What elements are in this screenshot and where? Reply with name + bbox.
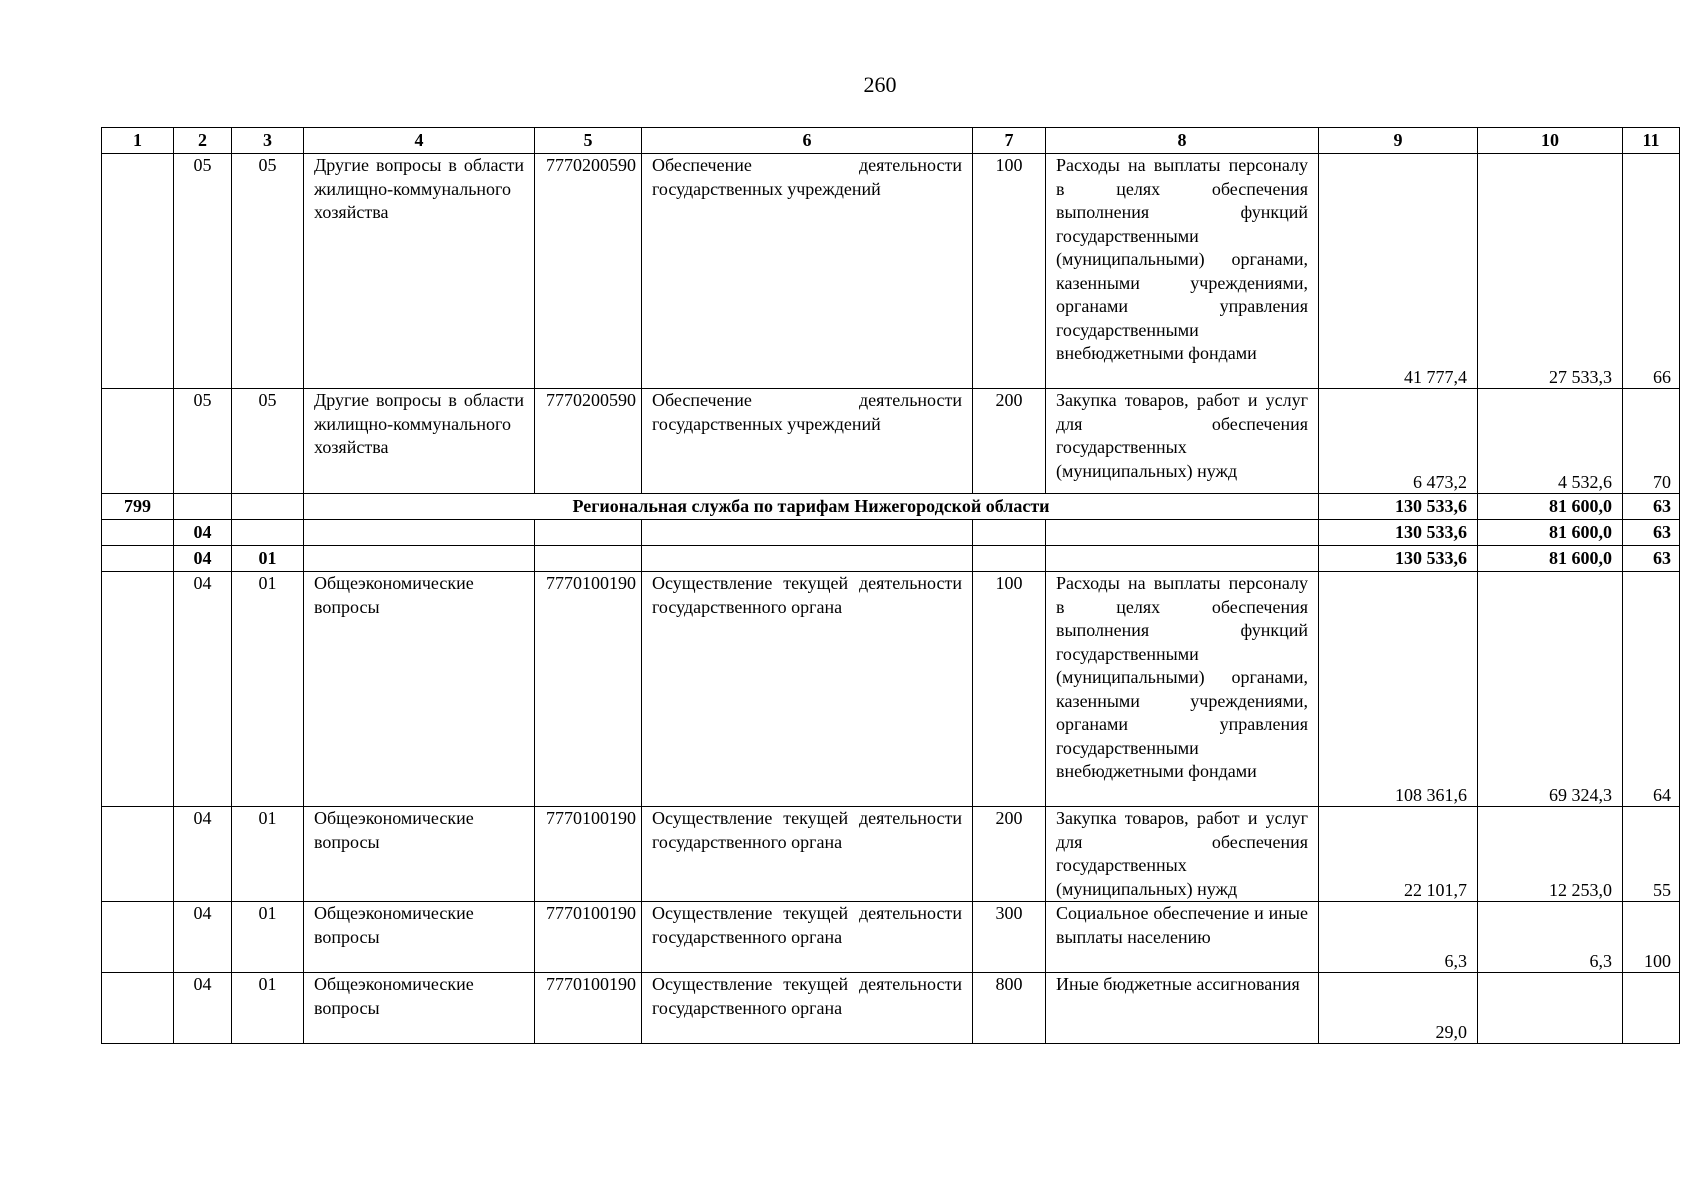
cell-col7 [973, 520, 1046, 546]
cell-col1 [102, 154, 174, 389]
cell-col11: 55 [1623, 807, 1680, 902]
column-header: 4 [304, 128, 535, 154]
column-header: 11 [1623, 128, 1680, 154]
cell-col3 [232, 520, 304, 546]
cell-col2: 04 [174, 807, 232, 902]
organization-row [102, 494, 1680, 520]
cell-col3: 01 [232, 973, 304, 1044]
cell-col10: 81 600,0 [1478, 494, 1623, 520]
cell-col2: 05 [174, 389, 232, 494]
cell-col7: 300 [973, 902, 1046, 973]
cell-col2: 05 [174, 154, 232, 389]
cell-col9: 130 533,6 [1319, 520, 1478, 546]
organization-title: Региональная служба по тарифам Нижегородской области [304, 494, 1319, 520]
cell-col4 [304, 546, 535, 572]
cell-col7: 200 [973, 389, 1046, 494]
cell-col9: 108 361,6 [1319, 572, 1478, 807]
cell-col4: Общеэкономические вопросы [304, 973, 535, 1044]
cell-col11: 63 [1623, 494, 1680, 520]
cell-col8: Социальное обеспечение и иные выплаты населению [1046, 902, 1319, 973]
subsection-row [102, 546, 1680, 572]
cell-col8 [1046, 546, 1319, 572]
column-header: 6 [642, 128, 973, 154]
cell-col6: Осуществление текущей деятельности государственного органа [642, 572, 973, 807]
cell-col6: Осуществление текущей деятельности государственного органа [642, 807, 973, 902]
table-row [102, 973, 1680, 1044]
cell-col9: 29,0 [1319, 973, 1478, 1044]
cell-col9: 130 533,6 [1319, 494, 1478, 520]
column-header: 2 [174, 128, 232, 154]
cell-col4: Общеэкономические вопросы [304, 902, 535, 973]
column-header: 1 [102, 128, 174, 154]
cell-col10: 81 600,0 [1478, 546, 1623, 572]
cell-col7: 800 [973, 973, 1046, 1044]
table-row [102, 807, 1680, 902]
cell-col10: 27 533,3 [1478, 154, 1623, 389]
table-row [102, 154, 1680, 389]
cell-col11 [1623, 973, 1680, 1044]
table-row [102, 902, 1680, 973]
cell-col11: 63 [1623, 520, 1680, 546]
cell-col10 [1478, 973, 1623, 1044]
cell-col11: 70 [1623, 389, 1680, 494]
table-row [102, 389, 1680, 494]
cell-col9: 41 777,4 [1319, 154, 1478, 389]
cell-col9: 6 473,2 [1319, 389, 1478, 494]
cell-col3: 01 [232, 572, 304, 807]
cell-col11: 64 [1623, 572, 1680, 807]
cell-col4: Общеэкономические вопросы [304, 572, 535, 807]
cell-col6: Осуществление текущей деятельности государственного органа [642, 902, 973, 973]
cell-col11: 100 [1623, 902, 1680, 973]
cell-col6: Осуществление текущей деятельности государственного органа [642, 973, 973, 1044]
cell-col1 [102, 546, 174, 572]
cell-col10: 6,3 [1478, 902, 1623, 973]
cell-col2: 04 [174, 520, 232, 546]
column-header: 7 [973, 128, 1046, 154]
cell-col7 [973, 546, 1046, 572]
cell-col8: Закупка товаров, работ и услуг для обеспечения государственных (муниципальных) нужд [1046, 807, 1319, 902]
column-header: 3 [232, 128, 304, 154]
cell-col5 [535, 520, 642, 546]
budget-table [101, 127, 1680, 1044]
cell-col2: 04 [174, 902, 232, 973]
cell-col10: 81 600,0 [1478, 520, 1623, 546]
cell-col5 [535, 546, 642, 572]
cell-col6 [642, 520, 973, 546]
cell-col3: 01 [232, 546, 304, 572]
cell-col3 [232, 494, 304, 520]
cell-col7: 100 [973, 154, 1046, 389]
cell-col9: 22 101,7 [1319, 807, 1478, 902]
cell-col3: 01 [232, 807, 304, 902]
cell-col2: 04 [174, 572, 232, 807]
cell-col5: 7770100190 [535, 807, 642, 902]
cell-col1 [102, 902, 174, 973]
cell-col2: 04 [174, 973, 232, 1044]
cell-col6: Обеспечение деятельности государственных учреждений [642, 154, 973, 389]
cell-col4: Другие вопросы в области жилищно-коммунального хозяйства [304, 389, 535, 494]
cell-col3: 05 [232, 389, 304, 494]
section-row [102, 520, 1680, 546]
cell-col4: Другие вопросы в области жилищно-коммунального хозяйства [304, 154, 535, 389]
cell-col8: Закупка товаров, работ и услуг для обеспечения государственных (муниципальных) нужд [1046, 389, 1319, 494]
cell-col5: 7770100190 [535, 572, 642, 807]
column-header: 9 [1319, 128, 1478, 154]
column-header: 10 [1478, 128, 1623, 154]
column-header: 8 [1046, 128, 1319, 154]
cell-col3: 01 [232, 902, 304, 973]
table-row [102, 572, 1680, 807]
cell-col4: Общеэкономические вопросы [304, 807, 535, 902]
cell-col10: 69 324,3 [1478, 572, 1623, 807]
cell-col8: Иные бюджетные ассигнования [1046, 973, 1319, 1044]
cell-col5: 7770100190 [535, 973, 642, 1044]
cell-col9: 6,3 [1319, 902, 1478, 973]
cell-col8: Расходы на выплаты персоналу в целях обеспечения выполнения функций государственными (муниципальными) органами, казенными учреждениями, органами управления государственными внебюджетными фондами [1046, 154, 1319, 389]
cell-col6: Обеспечение деятельности государственных учреждений [642, 389, 973, 494]
cell-col9: 130 533,6 [1319, 546, 1478, 572]
header-row [102, 128, 1680, 154]
cell-col11: 63 [1623, 546, 1680, 572]
cell-col7: 200 [973, 807, 1046, 902]
cell-col5: 7770100190 [535, 902, 642, 973]
cell-col1 [102, 520, 174, 546]
cell-col5: 7770200590 [535, 389, 642, 494]
cell-col5: 7770200590 [535, 154, 642, 389]
cell-col8 [1046, 520, 1319, 546]
cell-col6 [642, 546, 973, 572]
cell-col1 [102, 389, 174, 494]
cell-col10: 4 532,6 [1478, 389, 1623, 494]
cell-col2: 04 [174, 546, 232, 572]
cell-col1: 799 [102, 494, 174, 520]
cell-col4 [304, 520, 535, 546]
cell-col1 [102, 807, 174, 902]
cell-col8: Расходы на выплаты персоналу в целях обеспечения выполнения функций государственными (муниципальными) органами, казенными учреждениями, органами управления государственными внебюджетными фондами [1046, 572, 1319, 807]
cell-col1 [102, 572, 174, 807]
cell-col11: 66 [1623, 154, 1680, 389]
column-header: 5 [535, 128, 642, 154]
cell-col7: 100 [973, 572, 1046, 807]
cell-col10: 12 253,0 [1478, 807, 1623, 902]
page-number: 260 [863, 72, 897, 97]
cell-col2 [174, 494, 232, 520]
cell-col3: 05 [232, 154, 304, 389]
cell-col1 [102, 973, 174, 1044]
